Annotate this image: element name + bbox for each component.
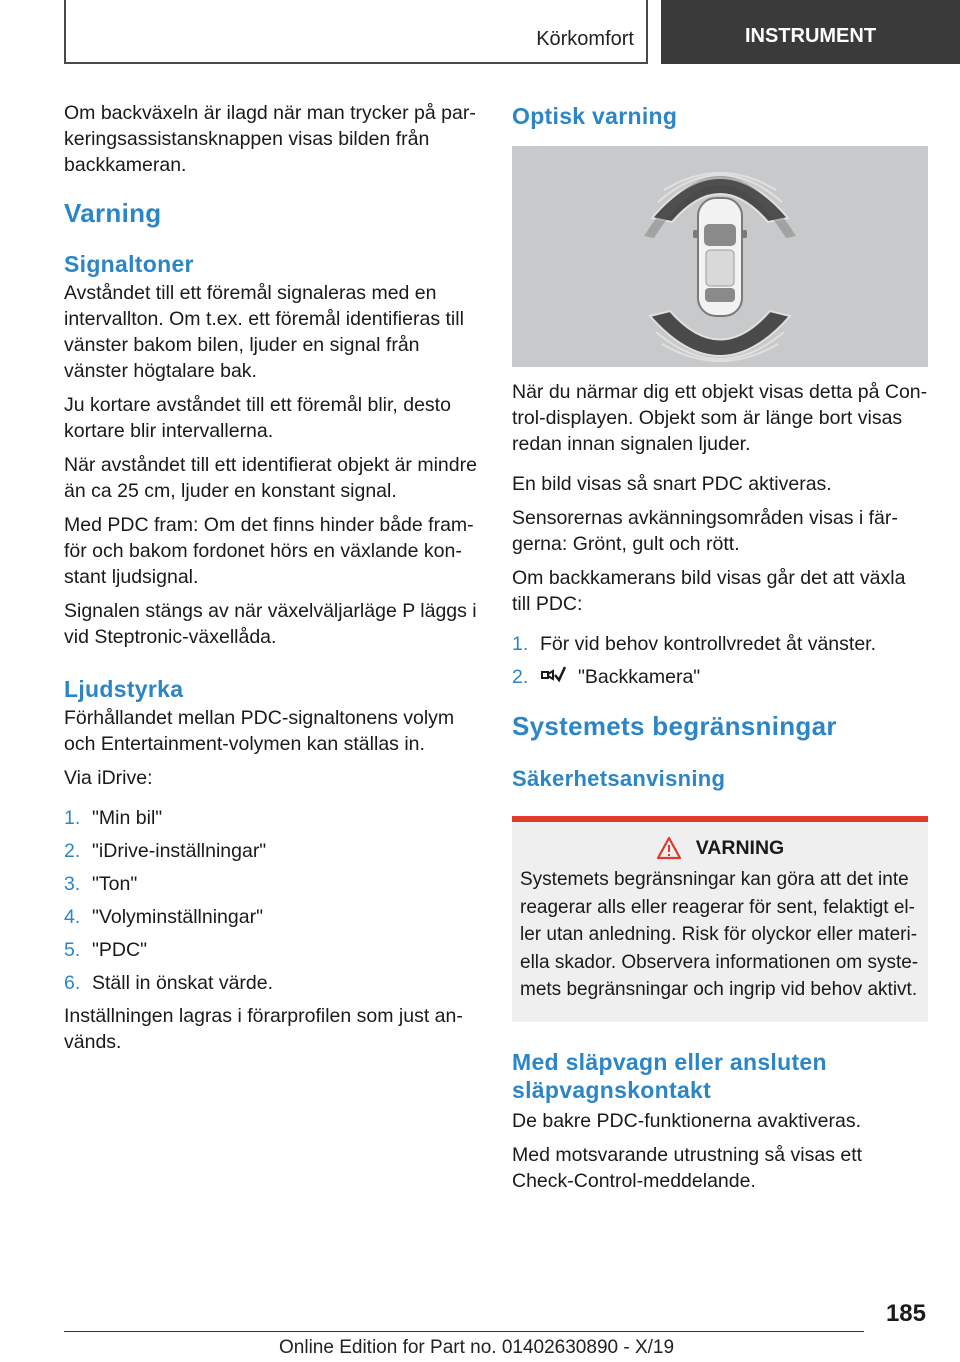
- paragraph: När du närmar dig ett objekt visas detta på Control-displayen. Objekt som är länge bort visas redan innan signalen ljuder.: [512, 381, 928, 455]
- heading-optisk-varning: Optisk varning: [512, 103, 678, 129]
- paragraph: När avståndet till ett identifierat objekt är mindre än ca 25 cm, ljuder en konstant signal.: [64, 454, 477, 502]
- heading-sakerhetsanvisning: Säkerhetsanvisning: [512, 766, 726, 791]
- intro-paragraph: Om backväxeln är ilagd när man trycker på parkeringsassistansknappen visas bilden från backkameran.: [64, 102, 476, 176]
- pdc-steps-list: [512, 631, 928, 693]
- paragraph: Avståndet till ett föremål signaleras med en intervallton. Om t.ex. ett föremål identifieras till vänster bakom bilen, ljuder en signal från vänster högtalare bak.: [64, 282, 464, 382]
- page-number: 185: [885, 1300, 926, 1327]
- list-text: Ställ in önskat värde.: [92, 972, 274, 994]
- warning-title-row: [520, 836, 920, 860]
- list-item: [64, 871, 479, 897]
- list-item: [64, 937, 479, 963]
- heading-slapvagn: Med släpvagn eller ansluten släpvagnskontakt: [512, 1048, 827, 1103]
- list-text: "Ton": [92, 873, 138, 895]
- pdc-display-illustration: [512, 146, 928, 367]
- idrive-steps-list: [64, 805, 479, 996]
- paragraph: Om backkamerans bild visas går det att växla till PDC:: [512, 567, 906, 615]
- list-number: 1.: [512, 633, 529, 655]
- paragraph: Inställningen lagras i förarprofilen som just används.: [64, 1005, 463, 1053]
- list-number: 5.: [64, 939, 81, 961]
- list-item: [64, 904, 479, 930]
- footer-rule: [64, 1331, 864, 1332]
- list-text: "Volyminställningar": [92, 906, 264, 928]
- paragraph: Ju kortare avståndet till ett föremål blir, desto kortare blir intervallerna.: [64, 394, 451, 442]
- list-item: [512, 664, 928, 693]
- warning-triangle-icon: [656, 836, 682, 860]
- warning-text: Systemets begränsningar kan göra att det inte reagerar alls eller reagerar för sent, felaktigt eller utan anledning. Risk för olyckor eller materiella skador. Observera informationen om systemets begränsningar och ingrip vid behov aktivt.: [520, 869, 919, 1000]
- list-text: "iDrive-inställningar": [92, 840, 267, 862]
- list-item: [64, 970, 479, 996]
- list-number: 2.: [512, 666, 529, 688]
- header-chapter-tab: INSTRUMENT: [661, 0, 960, 64]
- heading-ljudstyrka: Ljudstyrka: [64, 676, 184, 702]
- heading-signaltoner: Signaltoner: [64, 251, 194, 277]
- list-item: [64, 805, 479, 831]
- right-column: [512, 100, 928, 1202]
- list-text: "Min bil": [92, 807, 163, 829]
- paragraph: En bild visas så snart PDC aktiveras.: [512, 473, 832, 495]
- list-item: [64, 838, 479, 864]
- warning-title: VARNING: [695, 836, 785, 859]
- paragraph: Signalen stängs av när växelväljarläge P läggs i vid Steptronic-växellåda.: [64, 600, 477, 648]
- list-text: För vid behov kontrollvredet åt vänster.: [540, 633, 877, 655]
- paragraph: Förhållandet mellan PDC-signaltonens volym och Entertainment-volymen kan ställas in.: [64, 707, 455, 755]
- paragraph: Via iDrive:: [64, 767, 153, 789]
- paragraph: De bakre PDC-funktionerna avaktiveras.: [512, 1109, 861, 1132]
- footer-edition: Online Edition for Part no. 01402630890 - X/19: [279, 1337, 675, 1358]
- paragraph: Med PDC fram: Om det finns hinder både framför och bakom fordonet hörs en växlande konstant ljudsignal.: [64, 514, 474, 588]
- heading-varning: Varning: [64, 198, 162, 228]
- list-text: "PDC": [92, 939, 148, 961]
- paragraph: Sensorernas avkänningsområden visas i färgerna: Grönt, gult och rött.: [512, 507, 898, 555]
- left-column: [64, 100, 479, 1063]
- list-number: 4.: [64, 906, 81, 928]
- heading-systemets-begransningar: Systemets begränsningar: [512, 711, 837, 741]
- header-section-title: Körkomfort: [536, 28, 634, 50]
- list-number: 1.: [64, 807, 81, 829]
- list-item: [512, 631, 928, 657]
- list-number: 3.: [64, 873, 81, 895]
- paragraph: Med motsvarande utrustning så visas ett Check-Control-meddelande.: [512, 1143, 863, 1192]
- list-number: 2.: [64, 840, 81, 862]
- car-with-sensor-arcs-icon: [512, 146, 928, 367]
- warning-box: [512, 816, 928, 1022]
- camera-symbol-icon: [540, 664, 578, 693]
- list-number: 6.: [64, 972, 81, 994]
- list-text: "Backkamera": [578, 666, 701, 688]
